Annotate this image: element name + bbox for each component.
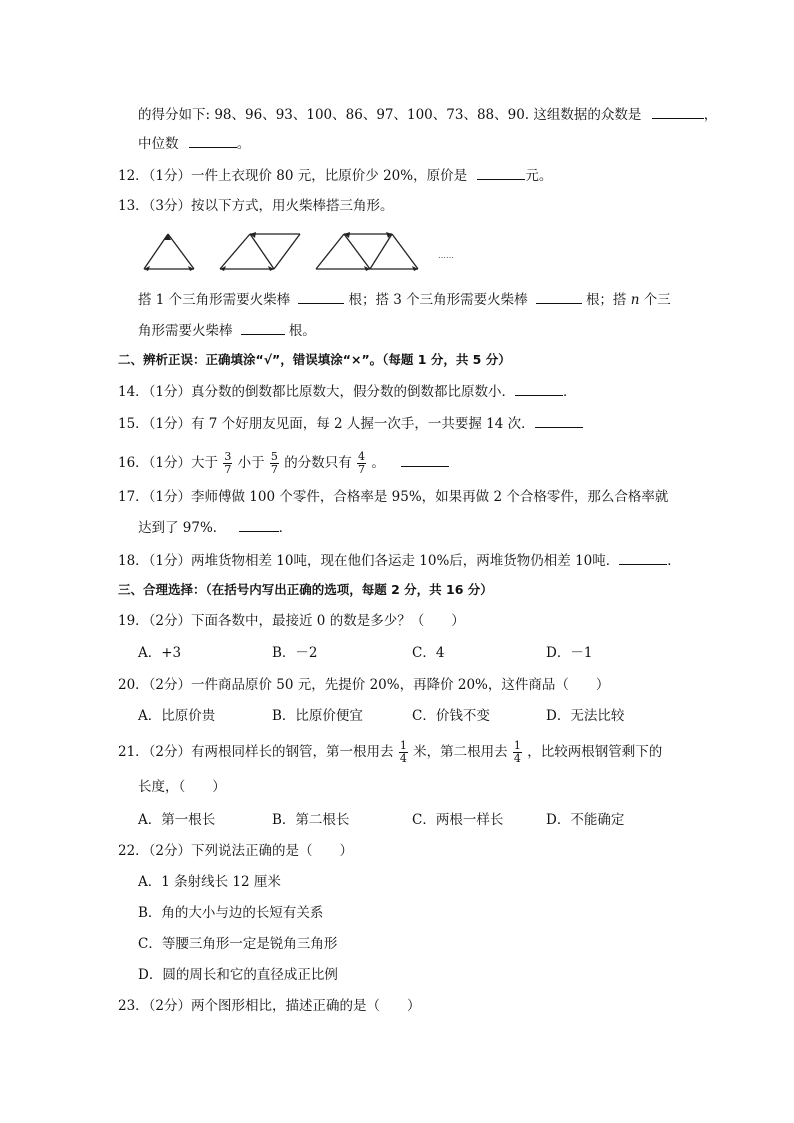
fraction-1-4-meter: $\frac{1}{4}$ xyxy=(399,739,407,765)
two-triangles-figure xyxy=(220,232,300,271)
q14-text: 14．（1分）真分数的倒数都比原数大，假分数的倒数都比原数小． xyxy=(118,384,516,400)
q15-blank[interactable] xyxy=(535,413,583,428)
q19-option-d[interactable]: D．－1 xyxy=(546,645,593,661)
q11-line1 xyxy=(138,104,717,125)
q13-line2 xyxy=(138,320,316,341)
q12-blank[interactable] xyxy=(477,165,525,180)
q14-blank[interactable] xyxy=(515,381,563,396)
q17-end: ． xyxy=(278,520,293,536)
q18-end: ． xyxy=(667,553,681,569)
q16-b: 小于 xyxy=(237,455,265,471)
q19-option-b[interactable]: B．－2 xyxy=(272,645,318,661)
q21-b: 米，第二根用去 xyxy=(413,744,508,760)
matchstick-triangles-figure xyxy=(138,228,468,278)
q21-line2: 长度，（ ） xyxy=(138,779,226,795)
q13-line1-d: 个三 xyxy=(643,292,671,308)
q17-blank[interactable] xyxy=(239,517,279,532)
q23-question: 23．（2分）两个图形相比，描述正确的是（ ） xyxy=(118,998,421,1014)
one-triangle-figure xyxy=(144,234,194,271)
q11-line2-end: 。 xyxy=(236,136,251,152)
q16-blank[interactable] xyxy=(401,452,449,467)
q13-line1-b: 根；搭 3 个三角形需要火柴棒 xyxy=(348,292,528,308)
fraction-3-7: $\frac{3}{7}$ xyxy=(224,450,232,476)
q12-suffix: 元。 xyxy=(525,168,553,184)
q20-option-d[interactable]: D．无法比较 xyxy=(546,708,625,724)
q19-option-c[interactable]: C．4 xyxy=(412,645,445,661)
q20-option-c[interactable]: C．价钱不变 xyxy=(412,708,490,724)
q21-c: ，比较两根钢管剩下的 xyxy=(527,744,663,760)
q20-option-b[interactable]: B．比原价便宜 xyxy=(272,708,363,724)
q13-line2-b: 根。 xyxy=(288,323,316,339)
fraction-1-4: $\frac{1}{4}$ xyxy=(513,739,521,765)
q20-question: 20．（2分）一件商品原价 50 元，先提价 20%，再降价 20%，这件商品（ ） xyxy=(118,677,610,693)
q18 xyxy=(118,550,681,571)
q17-line2-text: 达到了 97%． xyxy=(138,520,227,536)
q21-option-d[interactable]: D．不能确定 xyxy=(546,812,625,828)
q21-line1 xyxy=(118,735,662,769)
q22-option-d[interactable]: D．圆的周长和它的直径成正比例 xyxy=(138,967,338,983)
fraction-5-7: $\frac{5}{7}$ xyxy=(270,450,278,476)
q11-line1-text: 的得分如下: 98、96、93、100、86、97、100、73、88、90. 这组数据的众数是 xyxy=(138,107,642,123)
fraction-4-7: $\frac{4}{7}$ xyxy=(358,450,366,476)
q14-end: ． xyxy=(563,384,577,400)
continuation-dots: …… xyxy=(438,251,454,260)
q13-line2-a: 角形需要火柴棒 xyxy=(138,323,233,339)
q14 xyxy=(118,381,577,402)
variable-n: n xyxy=(630,292,640,308)
q15 xyxy=(118,413,583,434)
q11-line2 xyxy=(138,133,250,154)
q19-question: 19．（2分）下面各数中，最接近 0 的数是多少？（ ） xyxy=(118,613,465,629)
q22-option-b[interactable]: B．角的大小与边的长短有关系 xyxy=(138,905,324,921)
q16-a: 16．（1分）大于 xyxy=(118,455,219,471)
q13-line1-a: 搭 1 个三角形需要火柴棒 xyxy=(138,292,291,308)
q16-d: 。 xyxy=(371,455,385,471)
q13-blank-1[interactable] xyxy=(298,289,344,304)
q18-text: 18．（1分）两堆货物相差 10吨，现在他们各运走 10%后，两堆货物仍相差 10吨． xyxy=(118,553,620,569)
q12-text: 12．（1分）一件上衣现价 80 元，比原价少 20%，原价是 xyxy=(118,168,468,184)
q11-line2-text: 中位数 xyxy=(138,136,179,152)
q11-median-blank[interactable] xyxy=(189,133,237,148)
three-triangles-figure xyxy=(316,232,418,271)
q19-option-a[interactable]: A．+3 xyxy=(138,645,182,661)
q16-c: 的分数只有 xyxy=(284,455,352,471)
q13-blank-n[interactable] xyxy=(241,320,285,335)
q22-option-a[interactable]: A．1 条射线长 12 厘米 xyxy=(138,874,281,890)
q11-line1-end: ， xyxy=(703,107,718,123)
q12 xyxy=(118,165,552,186)
q13-line1 xyxy=(138,289,671,310)
q16 xyxy=(118,446,449,480)
q13-blank-3[interactable] xyxy=(536,289,582,304)
q22-option-c[interactable]: C．等腰三角形一定是锐角三角形 xyxy=(138,936,338,952)
q11-mode-blank[interactable] xyxy=(652,104,704,119)
q21-option-b[interactable]: B．第二根长 xyxy=(272,812,350,828)
section3-heading: 三、合理选择：（在括号内写出正确的选项，每题 2 分，共 16 分） xyxy=(118,582,493,597)
section2-heading: 二、辨析正误：正确填涂“√”，错误填涂“×”。（每题 1 分，共 5 分） xyxy=(118,352,511,367)
q13-question: 13．（3分）按以下方式，用火柴棒搭三角形。 xyxy=(118,198,394,214)
q18-blank[interactable] xyxy=(619,550,667,565)
q15-text: 15．（1分）有 7 个好朋友见面，每 2 人握一次手，一共要握 14 次． xyxy=(118,416,535,432)
q21-a: 21．（2分）有两根同样长的钢管，第一根用去 xyxy=(118,744,394,760)
q20-option-a[interactable]: A．比原价贵 xyxy=(138,708,216,724)
q17-line2 xyxy=(138,517,292,538)
q13-line1-c: 根；搭 xyxy=(585,292,627,308)
q17-line1: 17．（1分）李师傅做 100 个零件，合格率是 95%，如果再做 2 个合格零件，那么合格率就 xyxy=(118,489,669,505)
q21-option-a[interactable]: A．第一根长 xyxy=(138,812,216,828)
q21-option-c[interactable]: C．两根一样长 xyxy=(412,812,504,828)
q22-question: 22．（2分）下列说法正确的是（ ） xyxy=(118,843,354,859)
